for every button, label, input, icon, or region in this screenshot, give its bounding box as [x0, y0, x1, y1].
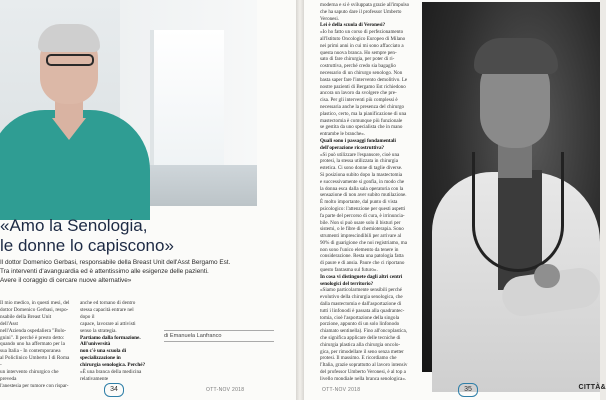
- body-text-line: costruttiva, perché credo sia bagaglio: [320, 63, 396, 70]
- body-text-line: considerazione. Resta una patologia fatta: [320, 253, 404, 260]
- right-page: [304, 0, 606, 400]
- body-text-line: e successivamente si gonfia, in modo che: [320, 178, 405, 185]
- body-text-line: estetica. Ci sono donne di taglie diverse.: [320, 165, 403, 172]
- body-text-line: dopo il: [80, 313, 95, 320]
- body-text-line: tomia, cioè l'asportazione della singola: [320, 314, 400, 321]
- stethoscope: [472, 152, 564, 272]
- body-text-line: protesi. Il massimo. E ricordiamo che: [320, 355, 397, 362]
- page-number-left: 34: [104, 383, 124, 397]
- body-text-line: anche ed tornano di dentro: [80, 300, 136, 306]
- body-text-line: necessaria anche la presenza del chirurgo: [320, 103, 405, 110]
- body-text-line: plastico, certo, ma la pianificazione di una: [320, 110, 407, 117]
- body-text-line: sensazione di non aver subito mutilazione.: [320, 192, 407, 199]
- body-text-line: sato di fare chirurgia, per poter di ri-: [320, 56, 395, 63]
- body-text-line: ancora un lavoro da svolgere che pre-: [320, 90, 397, 97]
- body-text-line: se gestita da uno specialista che in mano: [320, 124, 403, 131]
- body-text-line: che ha saputo dare il professor Umberto: [320, 8, 402, 15]
- corridor-window: [150, 30, 224, 180]
- footer-right: OTT-NOV 2018: [322, 387, 361, 393]
- interview-question-line: Quali sono i passaggi fondamentali: [320, 137, 396, 144]
- body-text-line: «Si può utilizzare l'espansore, cioè una: [320, 151, 400, 158]
- interview-question-line: senologici del territorio?: [320, 280, 374, 287]
- body-text-line: dalla mastectomia e dall'asportazione di: [320, 301, 402, 308]
- body-text-line: tutti i linfonodi è passata alla quadrantec-: [320, 307, 405, 314]
- body-text-line: livello mondiale nella branca senologica».: [320, 375, 407, 382]
- body-text-line: questo fantasma sul futuro».: [320, 267, 378, 274]
- body-text-line: psicologico: l'attenzione per questi aspetti: [320, 205, 406, 212]
- body-text-line: basta saper fare l'intervento demolitivo. Le: [320, 76, 408, 83]
- body-text-line: nostre pazienti di Bergamo Est richiedono: [320, 83, 406, 90]
- body-text-line: gica, per rimodellare il seno senza metter: [320, 348, 404, 355]
- body-text-line: evolutivo della chirurgia senologica, che: [320, 294, 403, 301]
- body-text-line: del professor Umberto Veronesi, è al top a: [320, 369, 406, 376]
- body-text-line: l'Italia, grazie soprattutto al lavoro intensiv: [320, 362, 408, 369]
- body-text-line: «È una branca della medicina relativamente: [80, 369, 142, 382]
- interview-question-line: In cosa vi distinguete dagli altri centri: [320, 273, 403, 280]
- glasses: [46, 54, 94, 66]
- hair: [474, 38, 558, 74]
- article-headline: «Amo la Senologia, le donne lo capiscono»: [0, 216, 174, 255]
- spread-gutter: [296, 0, 304, 400]
- interview-question-line: Lei è della scuola di Veronesi?: [320, 22, 386, 29]
- body-text-line: mastectomia è comunque più funzionale: [320, 117, 403, 124]
- article-standfirst: Il dottor Domenico Gerbasi, responsabile della Breast Unit dell'Asst Bergamo Est. Tra interventi d'avanguardia ed è attentissimo alle esigenze delle pazienti. Avere il coraggio di cercare nuove alternative»: [0, 259, 231, 284]
- byline: di Emanuela Lanfranco: [164, 330, 274, 342]
- body-text-line: di paure e di ansia. Paure che ci riportano: [320, 260, 405, 267]
- scrubs-vneck: [52, 118, 86, 140]
- body-text-line: sistemi, o le fibre di chemioterapia. Sono: [320, 226, 404, 233]
- body-text-line: moderna e si è sviluppata grazie all'impulso: [320, 2, 410, 8]
- interview-question-line: dell'operazione ricostruttiva?: [320, 144, 385, 151]
- body-text-line: questa nuova branca. Ho sempre pen-: [320, 49, 397, 56]
- body-text-line: porzione, appunto di un solo linfonodo: [320, 321, 400, 328]
- body-text-line: stessa capacità entrare nel: [80, 306, 134, 313]
- magazine-logo-mark: CITTÀ&: [578, 384, 606, 391]
- page-number-right: 35: [458, 383, 478, 397]
- body-text-line: nei primi anni in cui mi sono affacciato a: [320, 42, 404, 49]
- body-text-line: «Siamo particolarmente sensibili perché: [320, 287, 402, 294]
- footer-left: OTT-NOV 2018: [206, 387, 245, 393]
- body-text-line: entrambe le branche».: [320, 131, 366, 138]
- doctor-photo-bw: [422, 2, 600, 372]
- interview-question-line: chirurgia senologica. Perché?: [80, 362, 146, 369]
- body-text-line: protesi, la stessa utilizzata in chirurgia: [320, 158, 398, 165]
- body-text-line: 90% di guarigione che noi registriamo, ma: [320, 239, 407, 246]
- body-text-line: necessario di un chirurgo senologo. Non: [320, 69, 403, 76]
- hand: [534, 264, 560, 288]
- body-text-line: Si posiziona subito dopo la mastectomia: [320, 171, 403, 178]
- body-text-line: cisa. Per gli interventi più complessi è: [320, 97, 398, 104]
- body-text-line: la donna esca dalla sala operatoria con la: [320, 185, 404, 192]
- body-text-line: chirurgia plastica alla chirurgia oncolo-: [320, 341, 401, 348]
- left-page: [0, 0, 296, 400]
- hair: [38, 24, 100, 52]
- body-text-line: non sono l'unico elemento da tenere in: [320, 246, 399, 253]
- body-text-line: che significa applicare delle tecniche di: [320, 335, 401, 342]
- interview-question-line: Partiamo dalla formazione. All'università: [80, 334, 141, 348]
- body-text-line: senso la strategia.: [80, 327, 117, 334]
- body-text-line: bile. Non si può usare solo il bisturi per: [320, 219, 401, 226]
- interview-question-line: non c'è una scuola di specializzazione in: [80, 348, 127, 362]
- body-text-line: fa parte del percorso di cura, è irrinuncia-: [320, 212, 405, 219]
- doctor-photo-color: [0, 0, 257, 206]
- body-column-2: [80, 300, 154, 383]
- body-column-1: Il mio medico, in questi mesi, del dottor Domenico Gerbasi, respo- nsabile della Breast Unit dell'Asst nell'Azienda ospedaliera "Bolo- gnini". Il perché è presto detto: quando uno ha affermato per la sua Italia - In contemporanea al Policlinico Umberto I di Roma - un intervento chirurgico che preveda l'anestesia per tumore con rispar-: [0, 300, 70, 389]
- body-text-line: capace, lavorare ai attivisti: [80, 320, 136, 327]
- body-text-line: Veronesi.: [320, 15, 340, 22]
- body-text-line: È molto importante, dal punto di vista: [320, 199, 398, 206]
- body-text-line: all'Istituto Oncologico Europeo di Milano: [320, 35, 406, 42]
- body-column-3: [320, 2, 432, 383]
- body-text-line: strumenti imprescindibili per arrivare al: [320, 233, 402, 240]
- body-text-line: «Io ho fatto un corso di perfezionamento: [320, 29, 404, 36]
- body-text-line: chiamato sentinella). Fino all'oncoplastica,: [320, 328, 408, 335]
